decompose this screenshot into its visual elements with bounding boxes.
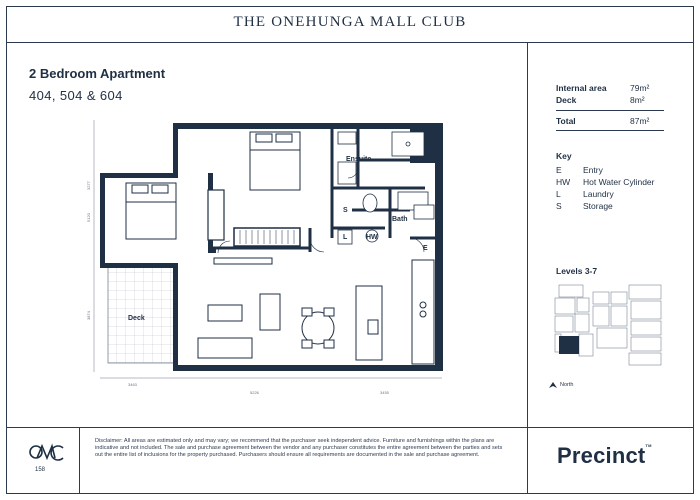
dimension-label: 3455 (380, 390, 389, 395)
wardrobe (208, 190, 224, 240)
key-desc: Storage (583, 201, 613, 211)
area-internal-label: Internal area (556, 83, 607, 93)
dimension-label: 3463 (128, 382, 137, 387)
room-label-deck: Deck (128, 315, 145, 322)
room-label-hot-water: HW (366, 234, 378, 241)
key-desc: Laundry (583, 189, 614, 199)
key-title: Key (556, 151, 572, 161)
header-divider (6, 42, 694, 43)
north-label: North (560, 382, 574, 388)
levels-title: Levels 3-7 (556, 266, 598, 276)
brand-trademark: TM (645, 443, 652, 448)
dimension-label: 5226 (250, 390, 259, 395)
key-code: S (556, 201, 562, 211)
dimension-label: 3277 (86, 181, 91, 190)
footer-left-divider (79, 427, 80, 494)
area-total-label: Total (556, 116, 576, 126)
north-arrow-icon (547, 380, 559, 390)
room-label-laundry: L (343, 234, 348, 241)
footer-divider (6, 427, 694, 428)
area-bottom-divider (556, 130, 664, 131)
side-panel-divider (527, 42, 528, 427)
club-logo (25, 436, 65, 474)
room-label-bath: Bath (392, 216, 408, 223)
page-title: THE ONEHUNGA MALL CLUB (233, 14, 467, 30)
floor-plan (80, 110, 450, 395)
room-label-entry: E (423, 245, 428, 252)
area-deck-label: Deck (556, 95, 577, 105)
area-total-value: 87m² (630, 116, 650, 126)
area-total-divider (556, 110, 664, 111)
selected-unit-marker (559, 336, 579, 354)
area-internal-value: 79m² (630, 83, 650, 93)
wardrobe (234, 228, 300, 246)
key-code: L (556, 189, 561, 199)
key-code: HW (556, 177, 571, 187)
brand-name: Precinct (557, 443, 646, 468)
living-furniture (198, 258, 334, 358)
key-code: E (556, 165, 562, 175)
logo-number: 158 (35, 467, 46, 473)
key-desc: Hot Water Cylinder (583, 177, 655, 187)
area-deck-value: 8m² (630, 95, 645, 105)
key-desc: Entry (583, 165, 603, 175)
room-label-ensuite: Ensuite (346, 156, 372, 163)
dimension-label: 3874 (86, 311, 91, 320)
kitchen (356, 260, 434, 364)
precinct-logo (557, 443, 652, 469)
apartment-units: 404, 504 & 604 (29, 88, 123, 103)
room-label-storage: S (343, 207, 348, 214)
footer-right-divider (527, 427, 528, 494)
apartment-title: 2 Bedroom Apartment (29, 66, 166, 81)
disclaimer: Disclaimer: All areas are estimated only and may vary; we recommend that the purchaser seek independent advice. Furniture and furnishings within the plans are indicative and not included. The sale and purchase agreement between the vendor and any purchaser constitutes the entire agreement between the parties and sets out the entire list of inclusions for the property purchased. Purchasers should ensure all requirements are documented in the sale and purchase agreement. (95, 438, 503, 458)
master-bed (250, 132, 300, 190)
level-keyplan (553, 282, 665, 368)
dimension-label: 5120 (86, 213, 91, 222)
second-bed (126, 183, 176, 239)
